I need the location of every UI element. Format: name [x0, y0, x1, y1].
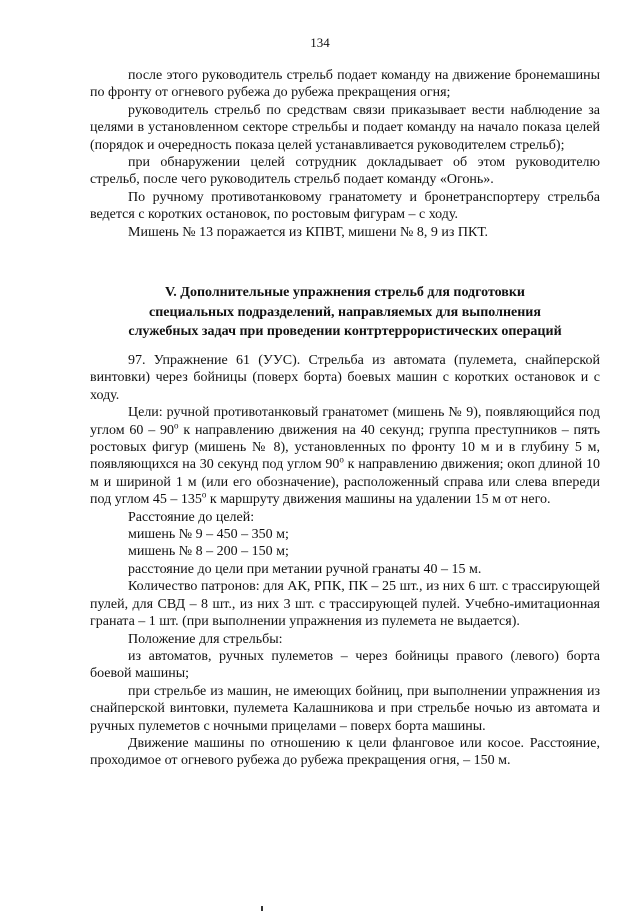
ammo-paragraph: Количество патронов: для АК, РПК, ПК – 25 шт., из них 6 шт. с трассирующей пулей, для СВД – 8 шт., из них 3 шт. с трассирующей пулей. Учебно-имитационная граната – 1 шт. (при выполнении упражнения из пулемета не выдается). — [90, 579, 600, 630]
distance-item: мишень № 9 – 450 – 350 м; — [128, 527, 289, 543]
paragraph: По ручному противотанковому гранатомету и бронетранспортеру стрельба ведется с коротких остановок, по ростовым фигурам – с ходу. — [90, 189, 600, 223]
distance-item: расстояние до цели при метании ручной гранаты 40 – 15 м. — [128, 561, 482, 577]
section-heading-line: специальных подразделений, направляемых для выполнения — [149, 304, 541, 320]
distance-title: Расстояние до целей: — [128, 509, 255, 525]
targets-paragraph — [90, 404, 600, 508]
scan-mark — [261, 906, 263, 911]
section-heading — [90, 283, 600, 342]
position-title: Положение для стрельбы: — [128, 631, 283, 647]
paragraph: Мишень № 13 поражается из КПВТ, мишени № 8, 9 из ПКТ. — [128, 224, 489, 240]
section-heading-line: V. Дополнительные упражнения стрельб для подготовки — [165, 285, 525, 300]
degree-sign: o — [174, 419, 179, 430]
targets-text: к направлению движения; окоп длиной 10 м и шириной 1 м (или его обозначение), расположенный справа или слева впереди под углом 45 – 135 — [90, 457, 601, 508]
paragraph: после этого руководитель стрельб подает команду на движение бронемашины по фронту от огневого рубежа до рубежа прекращения огня; — [90, 68, 600, 101]
degree-sign: o — [201, 489, 207, 500]
movement-paragraph: Движение машины по отношению к цели фланговое или косое. Расстояние, проходимое от огневого рубежа до рубежа прекращения огня, – 150 м. — [90, 735, 600, 769]
distance-item: мишень № 8 – 200 – 150 м; — [128, 544, 289, 560]
paragraph: при обнаружении целей сотрудник докладывает об этом руководителю стрельб, после чего руководитель стрельб подает команду «Огонь». — [90, 155, 600, 188]
exercise-section — [90, 352, 600, 770]
exercise-title-paragraph: 97. Упражнение 61 (УУС). Стрельба из автомата (пулемета, снайперской винтовки) через бойницы (поверх борта) боевых машин с коротких остановок и с ходу. — [90, 353, 600, 403]
degree-sign: o — [339, 454, 344, 465]
paragraph: руководитель стрельб по средствам связи приказывает вести наблюдение за целями в установленном секторе стрельбы и подает команду на начало показа целей (порядок и очередность показа целей устанавливается руководителем стрельб); — [90, 102, 600, 153]
targets-text: к маршруту движения машины на удалении 15 м от него. — [206, 492, 551, 508]
top-section — [90, 67, 600, 241]
position-item: из автоматов, ручных пулеметов – через бойницы правого (левого) борта боевой машины; — [90, 648, 600, 682]
targets-text: Цели: ручной противотанковый гранатомет (мишень № 9), появляющийся под углом 60 – 90 — [90, 405, 600, 438]
section-heading-line: служебных задач при проведении контртеррористических операций — [128, 324, 562, 339]
page-number: 134 — [310, 35, 330, 50]
position-item: при стрельбе из машин, не имеющих бойниц, при выполнении упражнения из снайперской винтовки, пулемета Калашникова и при стрельбе ночью из автомата и ручных пулеметов с ночными прицелами – поверх борта машины. — [90, 683, 600, 734]
targets-text: к направлению движения на 40 секунд; группа преступников – пять ростовых фигур (мишень № 8), установленных по фронту 10 м и в глубину 5 м, появляющихся на 30 секунд под углом 90 — [90, 422, 600, 473]
